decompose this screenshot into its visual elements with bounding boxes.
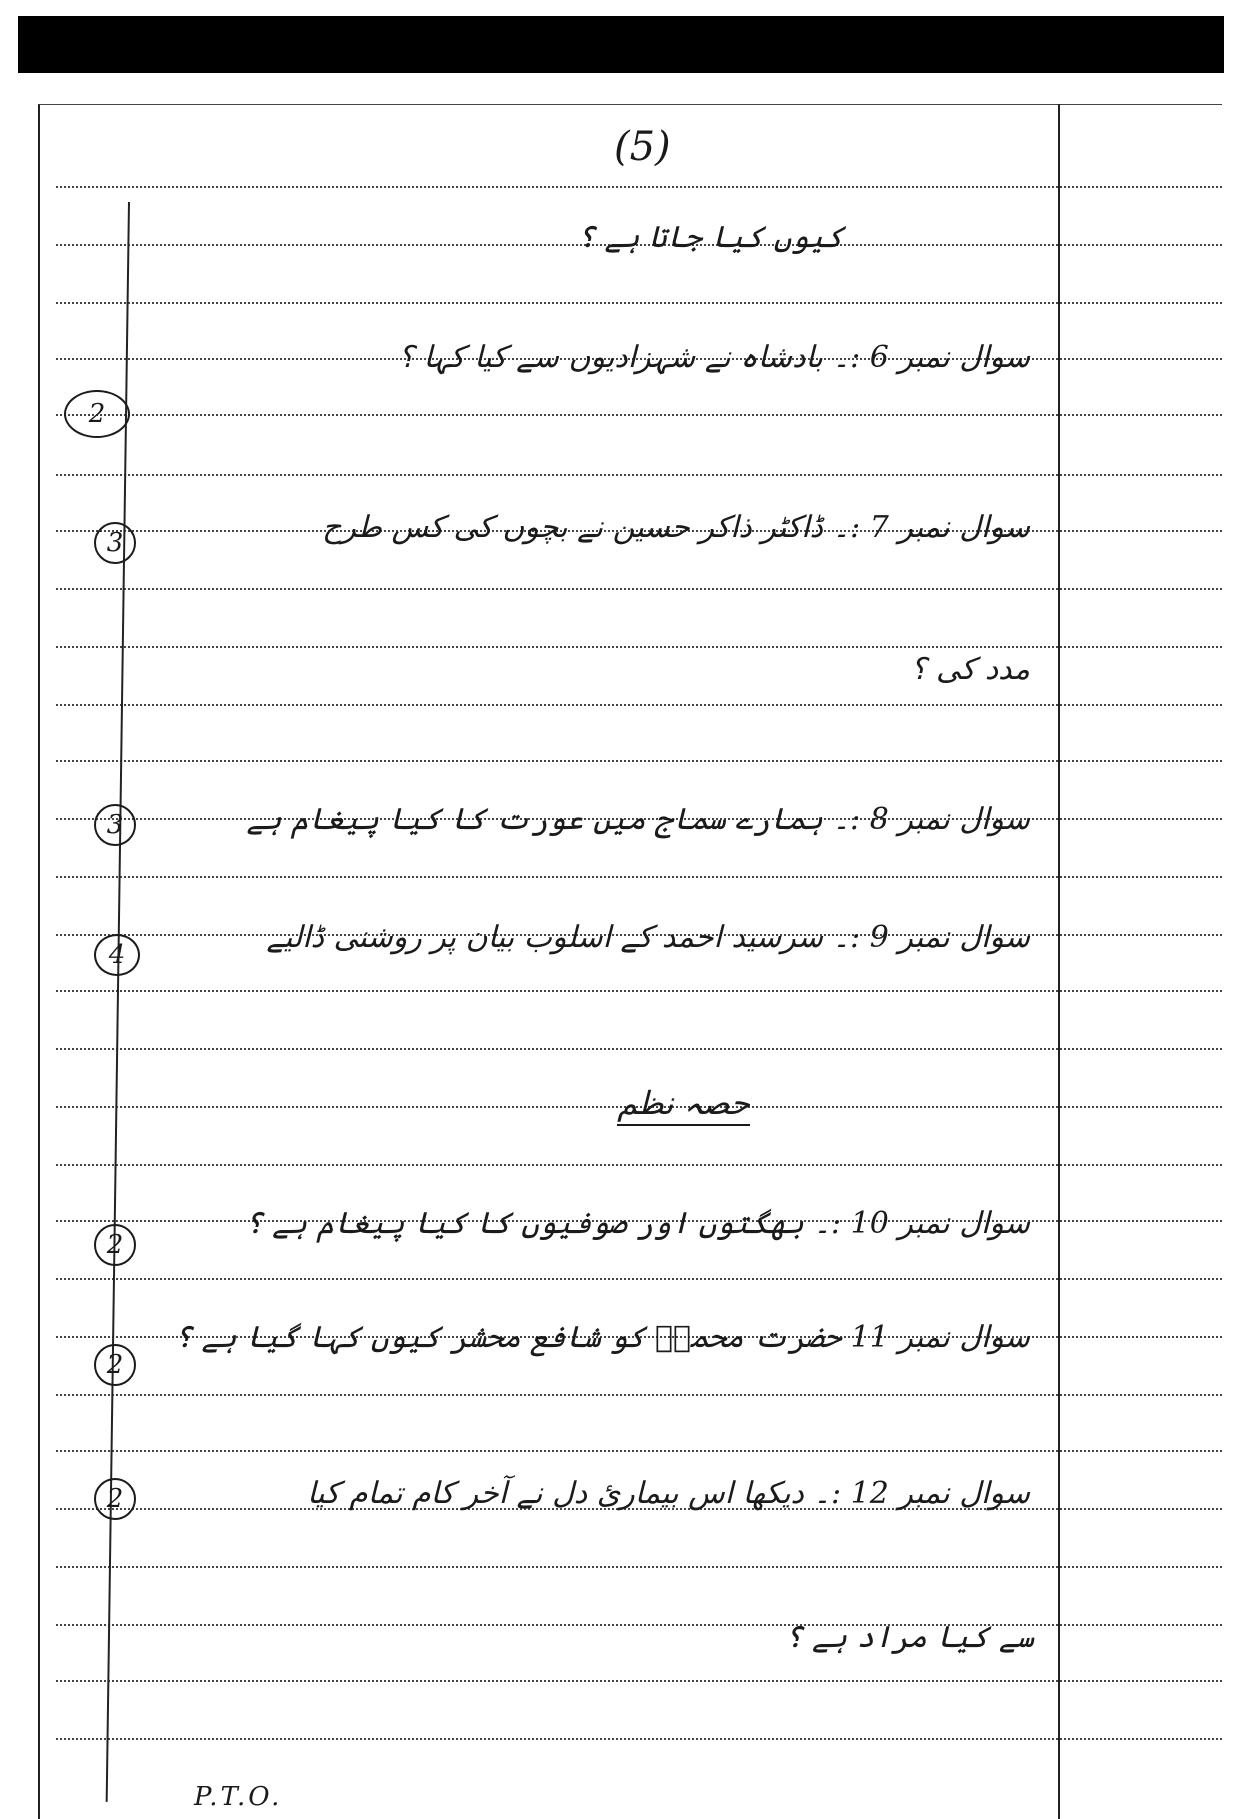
page-number: (5) [614,124,671,170]
marks-circle-q7: 3 [94,522,136,564]
ruled-line [56,1164,1222,1166]
ruled-line [56,302,1222,304]
ruled-line [56,1680,1222,1682]
ruled-line [56,1624,1222,1626]
ruled-line [56,1394,1222,1396]
right-margin-line [1058,104,1060,1819]
ruled-line [56,1450,1222,1452]
ruled-line [56,414,1222,416]
question-12: سوال نمبر 12 :۔ دیکھا اس بیماریٔ دل نے آخر کام تمام کیا [307,1476,1030,1511]
question-6: سوال نمبر 6 :۔ بادشاہ نے شہزادیوں سے کیا کہا ؟ [398,340,1030,375]
section-heading: حصہ نظم [617,1084,750,1126]
question-7: سوال نمبر 7 :۔ ڈاکٹر ذاکر حسین نے بچوں کی کس طرح [322,510,1030,545]
ruled-line [56,1738,1222,1740]
ruled-line [56,474,1222,476]
marks-circle-q9: 4 [94,934,140,976]
question-9: سوال نمبر 9 :۔ سرسید احمد کے اسلوب بیان پر روشنی ڈالیے [266,920,1030,955]
ruled-line [56,588,1222,590]
ruled-line [56,1048,1222,1050]
ruled-line [56,990,1222,992]
marks-circle-q6: 2 [64,390,130,438]
question-12-continued: سے کیا مراد ہے ؟ [784,1620,1034,1655]
scan-top-bar [18,16,1224,73]
question-7-continued: مدد کی ؟ [910,652,1030,687]
page-footer-pto: P.T.O. [194,1782,283,1812]
ruled-line [56,876,1222,878]
ruled-line [56,760,1222,762]
question-8: سوال نمبر 8 :۔ ہمارے سماج میں عورت کا کیا پیغام ہے [246,802,1030,837]
marks-circle-q11: 2 [94,1344,136,1386]
ruled-line [56,704,1222,706]
marks-circle-q10: 2 [94,1224,136,1266]
continuation-line: کیوں کیا جاتا ہے ؟ [577,220,844,255]
ruled-line [56,186,1222,188]
ruled-line [56,1278,1222,1280]
marks-circle-q12: 2 [94,1478,136,1520]
ruled-line [56,646,1222,648]
question-10: سوال نمبر 10 :۔ بھگتوں اور صوفیوں کا کیا پیغام ہے ؟ [244,1206,1030,1241]
marks-circle-q8: 3 [94,804,136,846]
question-11: سوال نمبر 11 حضرت محمدؐ کو شافع محشر کیوں کہا گیا ہے ؟ [174,1320,1030,1355]
ruled-line [56,1566,1222,1568]
